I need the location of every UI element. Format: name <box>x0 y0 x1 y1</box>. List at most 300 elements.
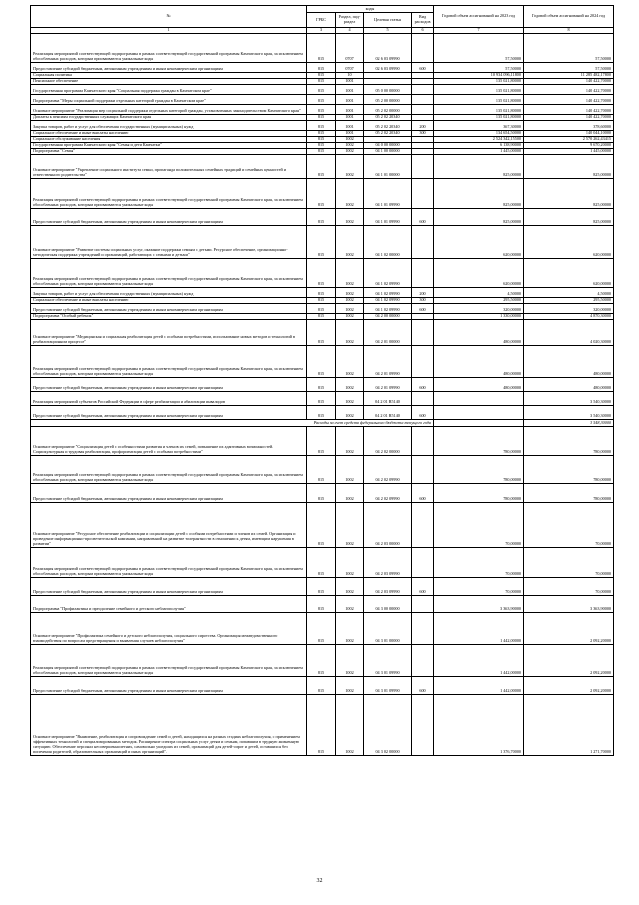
row-section: 1001 <box>336 105 364 115</box>
row-name: Социальное обеспечение и иные выплаты населению <box>31 298 307 304</box>
table-row <box>31 304 614 314</box>
table-row <box>31 406 614 420</box>
row-section: 1002 <box>336 259 364 288</box>
row-name: Закупка товаров, работ и услуг для обеспечения государственных (муниципальных) нужд <box>31 121 307 131</box>
row-section: 1002 <box>336 456 364 484</box>
row-exptype <box>412 259 434 288</box>
row-target: 04 2 03 09990 <box>364 578 412 596</box>
row-value-2024: 2 570 262,43415 <box>524 137 614 143</box>
row-value-2023: 480,00000 <box>434 378 524 392</box>
table-row <box>31 427 614 456</box>
row-name: Предоставление субсидий бюджетным, автономным учреждениям и иным некоммерческим организациям <box>31 578 307 596</box>
row-section: 1002 <box>336 645 364 677</box>
row-grbs: 815 <box>307 105 336 115</box>
row-name: Основное мероприятие "Выявление, реабилитация и сопровождение семей и детей, находящихся на разных стадиях неблагополучия, с применением эффективных технологий и специализированных методик. Расширение спектра социальных услуг детям и семьям, попавшим в трудную жизненную ситуацию. Обеспечение персонал несовершеннолетних, самовольно ушедших из семей, организаций для детей-сирот и детей, оставшихся без попечения родителей, образовательных организаций и иных организаций". <box>31 695 307 756</box>
table-body-continued <box>31 427 614 756</box>
row-section: 1001 <box>336 115 364 121</box>
row-name: Реализация мероприятий соответствующей подпрограммы в рамках соответствующей государственной программы Камчатского края, за исключением обособленных расходов, которым присваиваются уникальные коды <box>31 548 307 578</box>
table-row <box>31 179 614 209</box>
row-section: 1001 <box>336 121 364 131</box>
row-exptype: 600 <box>412 378 434 392</box>
row-value-2023: 620,00000 <box>434 259 524 288</box>
row-exptype: 300 <box>412 131 434 137</box>
row-section: 1002 <box>336 346 364 378</box>
row-section: 1001 <box>336 95 364 105</box>
row-section: 1001 <box>336 79 364 85</box>
row-target: 04 1 01 09990 <box>364 179 412 209</box>
row-value-2023 <box>434 392 524 406</box>
row-grbs: 815 <box>307 378 336 392</box>
header-index: 7 <box>434 28 524 34</box>
row-grbs: 815 <box>307 578 336 596</box>
row-value-2024: 57,50000 <box>524 63 614 73</box>
row-value-2023: 825,00000 <box>434 209 524 226</box>
row-exptype: 600 <box>412 578 434 596</box>
row-value-2023: 1 442,00000 <box>434 677 524 695</box>
federal-note-label: Расходы за счет средств федерального бюджета текущего года <box>31 420 434 427</box>
row-exptype: 600 <box>412 209 434 226</box>
row-name: Социальное обеспечение и иные выплаты населению <box>31 131 307 137</box>
row-value-2023: 134 654,50000 <box>434 131 524 137</box>
row-section: 1002 <box>336 209 364 226</box>
row-name: Основное мероприятие "Социализация детей с особенностями развития и членов их семей, повышение их адаптивных возможностей. Социокультурная и трудовая реабилитация, профориентация детей с особыми потребностями" <box>31 427 307 456</box>
row-value-2024: 320,00000 <box>524 304 614 314</box>
table-row <box>31 548 614 578</box>
row-section: 10 <box>336 73 364 79</box>
row-grbs: 815 <box>307 137 336 143</box>
row-exptype: 200 <box>412 288 434 298</box>
row-name: Подпрограмма "Меры социальной поддержки отдельных категорий граждан в Камчатском крае" <box>31 95 307 105</box>
row-value-2023: 2 524 342,15500 <box>434 137 524 143</box>
row-grbs: 815 <box>307 596 336 613</box>
row-section: 1002 <box>336 137 364 143</box>
row-section: 1001 <box>336 131 364 137</box>
row-value-2023: 780,00000 <box>434 427 524 456</box>
row-section: 1002 <box>336 677 364 695</box>
row-grbs: 815 <box>307 95 336 105</box>
row-grbs: 815 <box>307 427 336 456</box>
row-name: Реализация мероприятий соответствующей подпрограммы в рамках соответствующей государственной программы Камчатского края, за исключением обособленных расходов, которым присваиваются уникальные коды <box>31 179 307 209</box>
table-row <box>31 209 614 226</box>
table-row <box>31 155 614 179</box>
row-value-2023: 135 021,80000 <box>434 95 524 105</box>
row-grbs: 815 <box>307 346 336 378</box>
row-value-2023: 367,30000 <box>434 121 524 131</box>
row-exptype <box>412 548 434 578</box>
row-target: 04 2 01 09990 <box>364 346 412 378</box>
row-grbs: 815 <box>307 288 336 298</box>
row-grbs: 815 <box>307 406 336 420</box>
row-target: 05 2 00 00000 <box>364 95 412 105</box>
row-target: 04 3 01 09990 <box>364 645 412 677</box>
row-value-2023: 1 445,00000 <box>434 149 524 155</box>
table-row <box>31 645 614 677</box>
row-target: 04 1 00 00000 <box>364 149 412 155</box>
row-target: 04 2 01 09990 <box>364 378 412 392</box>
row-value-2024: 3 540,30000 <box>524 406 614 420</box>
table-row <box>31 578 614 596</box>
row-value-2024: 4 020,30000 <box>524 320 614 346</box>
row-target: 04 2 00 00000 <box>364 314 412 320</box>
row-value-2023: 70,00000 <box>434 503 524 548</box>
row-value-2023: 135 021,80000 <box>434 115 524 121</box>
row-exptype <box>412 456 434 484</box>
row-grbs: 815 <box>307 115 336 121</box>
table-row <box>31 596 614 613</box>
row-section: 1002 <box>336 179 364 209</box>
row-target: 04 2 01 00000 <box>364 320 412 346</box>
row-exptype <box>412 503 434 548</box>
row-grbs: 815 <box>307 209 336 226</box>
row-target: 04 1 02 09990 <box>364 288 412 298</box>
row-section: 1002 <box>336 143 364 149</box>
row-target: 04 1 02 00000 <box>364 226 412 259</box>
row-exptype <box>412 155 434 179</box>
row-target: 04 3 00 00000 <box>364 596 412 613</box>
row-value-2024: 825,00000 <box>524 209 614 226</box>
row-value-2024: 620,00000 <box>524 259 614 288</box>
row-name: Предоставление субсидий бюджетным, автономным учреждениям и иным некоммерческим организациям <box>31 209 307 226</box>
row-grbs: 815 <box>307 484 336 503</box>
row-grbs: 815 <box>307 34 336 63</box>
row-value-2024: 825,00000 <box>524 155 614 179</box>
row-value-2024: 620,00000 <box>524 226 614 259</box>
table-body <box>31 34 614 420</box>
row-value-2024: 3 540,30000 <box>524 392 614 406</box>
row-target: 04 3 01 09990 <box>364 677 412 695</box>
row-grbs: 815 <box>307 85 336 95</box>
row-grbs: 815 <box>307 79 336 85</box>
row-target: 05 2 02 20340 <box>364 121 412 131</box>
table-row <box>31 320 614 346</box>
row-grbs: 815 <box>307 149 336 155</box>
row-exptype <box>412 695 434 756</box>
row-value-2023: 480,00000 <box>434 320 524 346</box>
row-grbs: 815 <box>307 298 336 304</box>
row-name: Предоставление субсидий бюджетным, автономным учреждениям и иным некоммерческим организациям <box>31 406 307 420</box>
row-value-2023: 780,00000 <box>434 456 524 484</box>
row-name: Реализация мероприятий соответствующей подпрограммы в рамках соответствующей государственной программы Камчатского края, за исключением обособленных расходов, которым присваиваются уникальные коды <box>31 645 307 677</box>
header-index: 5 <box>364 28 412 34</box>
row-target: 04 1 02 09990 <box>364 304 412 314</box>
row-exptype <box>412 105 434 115</box>
row-grbs: 815 <box>307 121 336 131</box>
row-name: Предоставление субсидий бюджетным, автономным учреждениям и иным некоммерческим организациям <box>31 677 307 695</box>
row-value-2024: 2 092,20000 <box>524 613 614 645</box>
row-name: Предоставление субсидий бюджетным, автономным учреждениям и иным некоммерческим организациям <box>31 304 307 314</box>
row-name: Реализация мероприятий соответствующей подпрограммы в рамках соответствующей государственной программы Камчатского края, за исключением обособленных расходов, которым присваиваются уникальные коды <box>31 346 307 378</box>
row-value-2023: 320,00000 <box>434 304 524 314</box>
table-row <box>31 456 614 484</box>
table-row <box>31 105 614 115</box>
row-section: 1002 <box>336 298 364 304</box>
row-target: 04 2 02 09990 <box>364 484 412 503</box>
row-name: Основное мероприятие "Укрепление социального института семьи, пропаганда положительных семейных традиций и семейных ценностей и ответственного родительства" <box>31 155 307 179</box>
row-target: 04 3 02 00000 <box>364 695 412 756</box>
row-target: 04 1 01 00000 <box>364 155 412 179</box>
row-name: Основное мероприятие "Ресурсное обеспечение реабилитации и социализации детей с особыми потребностями и членов их семей. Организация и проведение информационно-просветительской кампании, направленной на развитие толерантности в отношении к детям, имеющим нарушения в развитии" <box>31 503 307 548</box>
row-value-2023: 825,00000 <box>434 155 524 179</box>
federal-note <box>31 420 614 427</box>
table-row <box>31 677 614 695</box>
row-name: Основное мероприятие "Развитие системы социальных услуг, оказание поддержки семьям с детьми. Ресурсное обеспечение, организационно-методическая поддержка учреждений и организаций, работающих с семьями и детьми" <box>31 226 307 259</box>
row-value-2024: 825,00000 <box>524 179 614 209</box>
header-target: Целевая статья <box>364 13 412 28</box>
row-name: Пенсионное обеспечение <box>31 79 307 85</box>
row-exptype: 200 <box>412 121 434 131</box>
table-row <box>31 63 614 73</box>
row-section: 1002 <box>336 288 364 298</box>
row-grbs: 815 <box>307 548 336 578</box>
table-row <box>31 613 614 645</box>
row-name: Государственная программа Камчатского края "Социальная поддержка граждан в Камчатском крае" <box>31 85 307 95</box>
page-number: 32 <box>316 878 323 884</box>
row-target: 04 2 02 00000 <box>364 427 412 456</box>
row-value-2024: 140 422,70000 <box>524 85 614 95</box>
row-exptype <box>412 95 434 105</box>
row-section: 1002 <box>336 406 364 420</box>
row-grbs: 815 <box>307 131 336 137</box>
row-exptype <box>412 34 434 63</box>
row-value-2023: 4,50000 <box>434 288 524 298</box>
row-name: Предоставление субсидий бюджетным, автономным учреждениям и иным некоммерческим организациям <box>31 378 307 392</box>
row-section: 1002 <box>336 314 364 320</box>
row-section: 0707 <box>336 34 364 63</box>
row-section: 0707 <box>336 63 364 73</box>
row-section: 1002 <box>336 149 364 155</box>
row-value-2023: 135 021,80000 <box>434 85 524 95</box>
row-target: 02 6 03 09990 <box>364 34 412 63</box>
header-2023: Годовой объем ассигнований на 2023 год <box>434 6 524 28</box>
header-2024: Годовой объем ассигнований на 2024 год <box>524 6 614 28</box>
row-grbs: 815 <box>307 645 336 677</box>
row-section: 1002 <box>336 484 364 503</box>
row-section: 1002 <box>336 548 364 578</box>
row-grbs: 815 <box>307 456 336 484</box>
row-value-2024: 4 870,30000 <box>524 314 614 320</box>
row-value-2023: 6 138,90000 <box>434 143 524 149</box>
row-value-2023: 3 363,90000 <box>434 596 524 613</box>
row-section: 1001 <box>336 85 364 95</box>
row-value-2023: 1 376,70000 <box>434 695 524 756</box>
header-grbs: ГРБС <box>307 13 336 28</box>
row-name: Подпрограмма "Профилактика и преодоление семейного и детского неблагополучия" <box>31 596 307 613</box>
budget-table-page <box>30 5 613 756</box>
row-name: Социальное обслуживание населения <box>31 137 307 143</box>
row-target: 04 2 03 00000 <box>364 503 412 548</box>
row-value-2024: 70,00000 <box>524 578 614 596</box>
row-value-2023: 620,00000 <box>434 226 524 259</box>
row-name: Реализация мероприятий соответствующей подпрограммы в рамках соответствующей государственной программы Камчатского края, за исключением обособленных расходов, которым присваиваются уникальные коды <box>31 259 307 288</box>
row-name: Реализация мероприятий соответствующей подпрограммы в рамках соответствующей государственной программы Камчатского края, за исключением обособленных расходов, которым присваиваются уникальные коды <box>31 456 307 484</box>
row-target: 04 1 02 09990 <box>364 259 412 288</box>
row-grbs: 815 <box>307 304 336 314</box>
row-value-2023: 1 442,00000 <box>434 645 524 677</box>
row-grbs: 815 <box>307 613 336 645</box>
row-grbs: 815 <box>307 314 336 320</box>
row-value-2023: 70,00000 <box>434 548 524 578</box>
row-target: 05 0 00 00000 <box>364 85 412 95</box>
row-grbs: 815 <box>307 73 336 79</box>
table-row <box>31 34 614 63</box>
row-exptype <box>412 613 434 645</box>
row-grbs: 815 <box>307 695 336 756</box>
row-target: 04 3 01 00000 <box>364 613 412 645</box>
row-value-2024: 780,00000 <box>524 484 614 503</box>
row-grbs: 815 <box>307 155 336 179</box>
row-name: Основное мероприятие "Реализация мер социальной поддержки отдельных категорий граждан, установленных законодательством Камчатского края" <box>31 105 307 115</box>
row-name: Основное мероприятие "Медицинская и социальная реабилитация детей с особыми потребностями, использование новых методов и технологий в реабилитационном процессе" <box>31 320 307 346</box>
row-section: 1002 <box>336 613 364 645</box>
row-grbs: 815 <box>307 503 336 548</box>
row-name: Подпрограмма "Особый ребенок" <box>31 314 307 320</box>
row-value-2024: 2 092,20000 <box>524 677 614 695</box>
federal-note-value: 3 548,30000 <box>524 420 614 427</box>
table-row <box>31 378 614 392</box>
table-row <box>31 695 614 756</box>
row-grbs: 815 <box>307 179 336 209</box>
row-value-2024: 480,00000 <box>524 378 614 392</box>
row-name: Реализация мероприятий соответствующей подпрограммы в рамках соответствующей государственной программы Камчатского края, за исключением обособленных расходов, которым присваиваются уникальные коды <box>31 34 307 63</box>
row-value-2023: 295,50000 <box>434 298 524 304</box>
header-index: 4 <box>336 28 364 34</box>
row-value-2024: 295,50000 <box>524 298 614 304</box>
table-row <box>31 503 614 548</box>
row-exptype: 600 <box>412 677 434 695</box>
row-exptype: 600 <box>412 406 434 420</box>
row-value-2024: 140 422,70000 <box>524 105 614 115</box>
row-value-2024: 11 285 482,17800 <box>524 73 614 79</box>
row-section: 1002 <box>336 392 364 406</box>
federal-note-2023 <box>434 420 524 427</box>
row-exptype <box>412 427 434 456</box>
row-value-2024: 4,50000 <box>524 288 614 298</box>
row-grbs: 815 <box>307 63 336 73</box>
row-exptype: 300 <box>412 298 434 304</box>
row-section: 1002 <box>336 226 364 259</box>
header-index: 3 <box>307 28 336 34</box>
row-value-2023: 1 330,00000 <box>434 314 524 320</box>
row-section: 1002 <box>336 427 364 456</box>
row-value-2024: 70,00000 <box>524 548 614 578</box>
row-target: 02 6 03 09990 <box>364 63 412 73</box>
row-grbs: 815 <box>307 320 336 346</box>
table-header <box>31 6 614 34</box>
row-name: Предоставление субсидий бюджетным, автономным учреждениям и иным некоммерческим организациям <box>31 484 307 503</box>
row-exptype <box>412 85 434 95</box>
row-section: 1002 <box>336 155 364 179</box>
row-exptype: 600 <box>412 63 434 73</box>
table-row <box>31 288 614 298</box>
row-exptype <box>412 179 434 209</box>
table-row <box>31 484 614 503</box>
row-name: Подпрограмма "Семья" <box>31 149 307 155</box>
table-row <box>31 346 614 378</box>
row-grbs: 815 <box>307 677 336 695</box>
row-grbs: 815 <box>307 392 336 406</box>
row-value-2023: 70,00000 <box>434 578 524 596</box>
row-exptype <box>412 392 434 406</box>
row-value-2023: 480,00000 <box>434 346 524 378</box>
row-exptype <box>412 226 434 259</box>
row-value-2024: 1 271,70000 <box>524 695 614 756</box>
row-name: Доплаты к пенсиям государственных служащих Камчатского края <box>31 115 307 121</box>
row-value-2024: 1 445,00000 <box>524 149 614 155</box>
row-exptype <box>412 645 434 677</box>
table-row <box>31 95 614 105</box>
row-value-2024: 3 363,90000 <box>524 596 614 613</box>
row-value-2023 <box>434 406 524 420</box>
row-target: 04 2 01 R5140 <box>364 392 412 406</box>
row-value-2024: 480,00000 <box>524 346 614 378</box>
row-value-2024: 2 092,20000 <box>524 645 614 677</box>
header-index: 8 <box>524 28 614 34</box>
row-target: 04 2 01 R5140 <box>364 406 412 420</box>
row-exptype: 600 <box>412 304 434 314</box>
row-grbs: 815 <box>307 259 336 288</box>
row-name: Предоставление субсидий бюджетным, автономным учреждениям и иным некоммерческим организациям <box>31 63 307 73</box>
header-num: № <box>31 6 307 28</box>
row-grbs: 815 <box>307 143 336 149</box>
header-exptype: Вид расходов <box>412 13 434 28</box>
row-name: Закупка товаров, работ и услуг для обеспечения государственных (муниципальных) нужд <box>31 288 307 298</box>
row-exptype <box>412 320 434 346</box>
row-name: Государственная программа Камчатского края "Семья и дети Камчатки" <box>31 143 307 149</box>
row-grbs: 815 <box>307 226 336 259</box>
row-section: 1002 <box>336 578 364 596</box>
table-row <box>31 392 614 406</box>
table-row <box>31 259 614 288</box>
row-name: Социальная политика <box>31 73 307 79</box>
header-section: Раздел, под-раздел <box>336 13 364 28</box>
row-exptype: 600 <box>412 484 434 503</box>
row-exptype <box>412 346 434 378</box>
row-value-2024: 9 670,20000 <box>524 143 614 149</box>
row-value-2023: 10 934 096,11800 <box>434 73 524 79</box>
row-value-2023: 780,00000 <box>434 484 524 503</box>
table-row <box>31 226 614 259</box>
row-value-2023: 135 021,80000 <box>434 79 524 85</box>
row-section: 1002 <box>336 320 364 346</box>
table-row <box>31 85 614 95</box>
row-target: 04 1 01 09990 <box>364 209 412 226</box>
budget-table <box>30 5 614 756</box>
row-target: 04 1 02 09990 <box>364 298 412 304</box>
row-target: 04 0 00 00000 <box>364 143 412 149</box>
row-target: 05 2 02 20340 <box>364 115 412 121</box>
row-value-2024: 140 044,10000 <box>524 131 614 137</box>
row-value-2024: 140 422,70000 <box>524 95 614 105</box>
row-section: 1002 <box>336 695 364 756</box>
row-target: 05 2 02 20340 <box>364 131 412 137</box>
header-index: 1 <box>31 28 307 34</box>
header-index: 6 <box>412 28 434 34</box>
row-value-2024: 57,50000 <box>524 34 614 63</box>
row-value-2023: 57,50000 <box>434 34 524 63</box>
row-value-2023: 825,00000 <box>434 179 524 209</box>
row-value-2023: 1 442,00000 <box>434 613 524 645</box>
row-value-2024: 378,60000 <box>524 121 614 131</box>
row-section: 1002 <box>336 503 364 548</box>
row-value-2024: 140 422,70000 <box>524 115 614 121</box>
row-section: 1002 <box>336 596 364 613</box>
row-target: 04 2 03 09990 <box>364 548 412 578</box>
table-row <box>31 121 614 131</box>
row-value-2023: 135 021,80000 <box>434 105 524 115</box>
header-codes: коды <box>307 6 434 13</box>
row-name: Реализация мероприятий субъектов Российской Федерации в сфере реабилитации и абилитации инвалидов <box>31 392 307 406</box>
row-target: 05 2 02 00000 <box>364 105 412 115</box>
